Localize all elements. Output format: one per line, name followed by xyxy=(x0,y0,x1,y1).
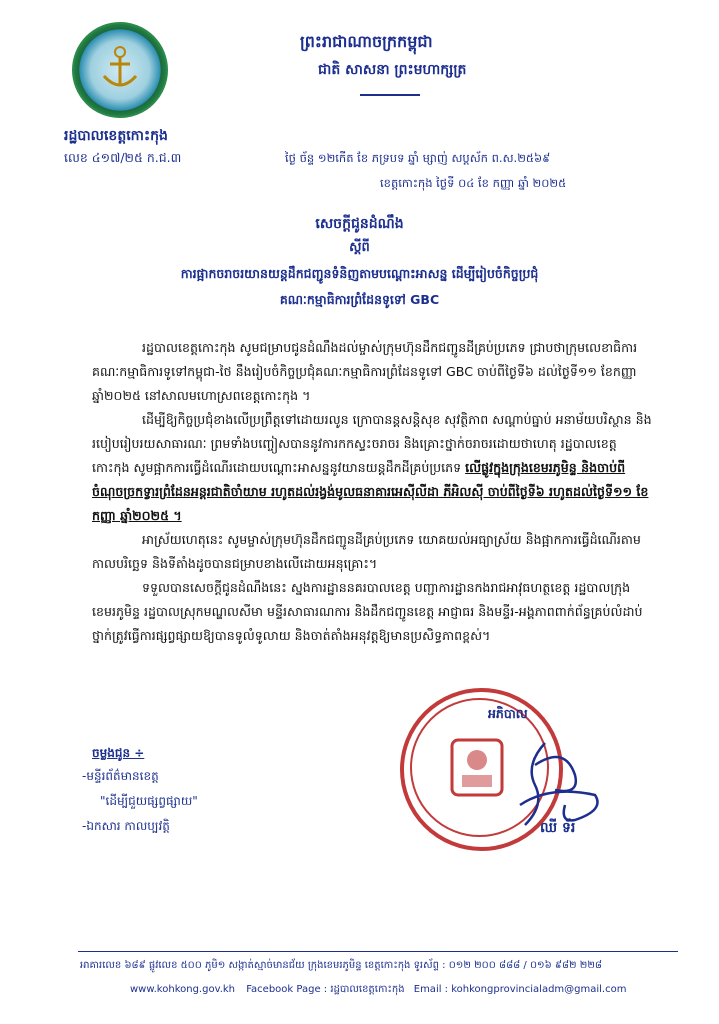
signatory-name: ឈី ទ័រ xyxy=(540,820,576,836)
paragraph-2-restriction: លើផ្លូវក្នុងក្រុងខេមរភូមិន្ទ និងចាប់ពីចំណុចច្រកទ្វារព្រំដែនអន្តរជាតិចាំយាម រហូតដល់រង្វង់មូលធនាគារអេស៊ីលីដា ភីអិលស៊ី ចាប់ពីថ្ងៃទី៦ រហូតដល់ថ្ងៃទី១១ ខែកញ្ញា ឆ្នាំ២០២៥ ។ xyxy=(92,460,649,523)
footer-website[interactable]: www.kohkong.gov.kh xyxy=(130,984,236,995)
email-label: Email : xyxy=(413,984,449,995)
footer-contact xyxy=(130,982,626,998)
cc-item: "ដើម្បីជួយផ្សព្វផ្សាយ" xyxy=(100,794,198,808)
paragraph-4: ទទួលបានសេចក្តីជូនដំណឹងនេះ ស្នងការដ្ឋាននគរបាលខេត្ត បញ្ជាការដ្ឋានកងរាជអាវុធហត្ថខេត្ត រដ្ឋបាលក្រុងខេមរភូមិន្ទ រដ្ឋបាលស្រុកមណ្ឌលសីមា មន្ទីរសាធារណការ និងដឹកជញ្ជូនខេត្ត អាជ្ញាធរ និងមន្ទីរ-អង្គភាពពាក់ព័ន្ធគ្រប់លំដាប់ថ្នាក់ត្រូវធ្វើការផ្សព្វផ្សាយឱ្យបានទូលំទូលាយ និងចាត់តាំងអនុវត្តឱ្យមានប្រសិទ្ធភាពខ្ពស់។ xyxy=(92,580,643,643)
footer-address: អាគារលេខ ៦៨៩ ផ្លូវលេខ ៥០០ ភូមិ១ សង្កាត់ស្មាច់មានជ័យ ក្រុងខេមរភូមិន្ទ ខេត្តកោះកុង ទូរស័ព្ទ : ០១២ ២០០ ៨៨៨ / ០១៦ ៩៨២ ២២៨ xyxy=(80,960,603,971)
province-seal-logo xyxy=(72,22,168,118)
cc-item: -ឯកសារ កាលប្បវត្តិ xyxy=(82,819,170,833)
national-motto: ជាតិ សាសនា ព្រះមហាក្សត្រ xyxy=(318,62,467,78)
paragraph-3: អាស្រ័យហេតុនេះ សូមម្ចាស់ក្រុមហ៊ុនដឹកជញ្ជូនដីគ្រប់ប្រភេទ យោគយល់អធ្យាស្រ័យ និងផ្អាកការធ្វើដំណើរតាមកាលបរិច្ឆេទ និងទីតាំងដូចបានជម្រាបខាងលើដោយអនុគ្រោះ។ xyxy=(92,532,641,571)
lunar-date: ថ្ងៃ ច័ន្ទ ១២កើត ខែ ភទ្របទ ឆ្នាំ ម្សាញ់ សប្តស័ក ព.ស.២៥៦៩ xyxy=(285,151,551,165)
kingdom-heading: ព្រះរាជាណាចក្រកម្ពុជា xyxy=(300,32,433,51)
paragraph-2 xyxy=(92,408,652,528)
notice-body xyxy=(92,336,652,648)
notice-subject-committee: គណៈកម្មាធិការព្រំដែនទូទៅ GBC xyxy=(279,292,440,307)
footer-divider xyxy=(78,951,678,952)
notice-title: សេចក្តីជូនដំណឹង xyxy=(315,216,404,232)
signatory-role: អភិបាល xyxy=(488,706,528,721)
paragraph-1: រដ្ឋបាលខេត្តកោះកុង សូមជម្រាបជូនដំណឹងដល់ម្ចាស់ក្រុមហ៊ុនដឹកជញ្ជូនដីគ្រប់ប្រភេទ ជ្រាបថាក្រុមលេខាធិការគណៈកម្មាធិការទូទៅកម្ពុជា-ថៃ នឹងរៀបចំកិច្ចប្រជុំគណៈកម្មាធិការព្រំដែនទូទៅ GBC ចាប់ពីថ្ងៃទី៦ ដល់ថ្ងៃទី១១ ខែកញ្ញា ឆ្នាំ២០២៥ នៅសាលមហោស្រពខេត្តកោះកុង ។ xyxy=(92,340,638,403)
solar-date: ខេត្តកោះកុង ថ្ងៃទី ០៤ ខែ កញ្ញា ឆ្នាំ ២០២៥ xyxy=(380,176,567,190)
email-address[interactable]: kohkongprovincialadm@gmail.com xyxy=(451,984,627,995)
issuing-authority: រដ្ឋបាលខេត្តកោះកុង xyxy=(64,128,168,144)
notice-subject: ការផ្អាកចរាចរយានយន្តដឹកជញ្ជូនទំនិញតាមបណ្តោះអាសន្ន ដើម្បីរៀបចំកិច្ចប្រជុំ xyxy=(180,266,539,281)
anchor-icon xyxy=(100,44,140,92)
paragraph-2-text: ដើម្បីឱ្យកិច្ចប្រជុំខាងលើប្រព្រឹត្តទៅដោយរលូន ក្រោបានន្តសន្តិសុខ សុវត្ថិភាព សណ្តាប់ធ្នាប់ អនាម័យបរិស្ថាន និងរបៀបរៀបរយសាធារណៈ ព្រមទាំងបញ្ចៀសបាននូវការកកស្ទះចរាចរ និងគ្រោះថ្នាក់ចរាចរដោយថាហេតុ រដ្ឋបាលខេត្តកោះកុង សូមផ្អាកការធ្វើដំណើរដោយបណ្តោះអាសន្ននូវយានយន្តដឹកដីគ្រប់ប្រភេទ xyxy=(92,412,652,475)
reference-number: លេខ ៤១៧/២៥ ក.ជ.៣ xyxy=(64,150,182,165)
notice-subject-label: ស្តីពី xyxy=(349,240,370,255)
facebook-label: Facebook Page : xyxy=(246,984,328,995)
cc-heading: ចម្លងជូន ÷ xyxy=(92,746,145,760)
facebook-page[interactable]: រដ្ឋបាលខេត្តកោះកុង xyxy=(330,984,405,995)
motto-ornament xyxy=(360,86,420,96)
stamp-emblem-icon xyxy=(440,730,515,805)
cc-item: -មន្ទីរព័ត៌មានខេត្ត xyxy=(82,769,159,783)
